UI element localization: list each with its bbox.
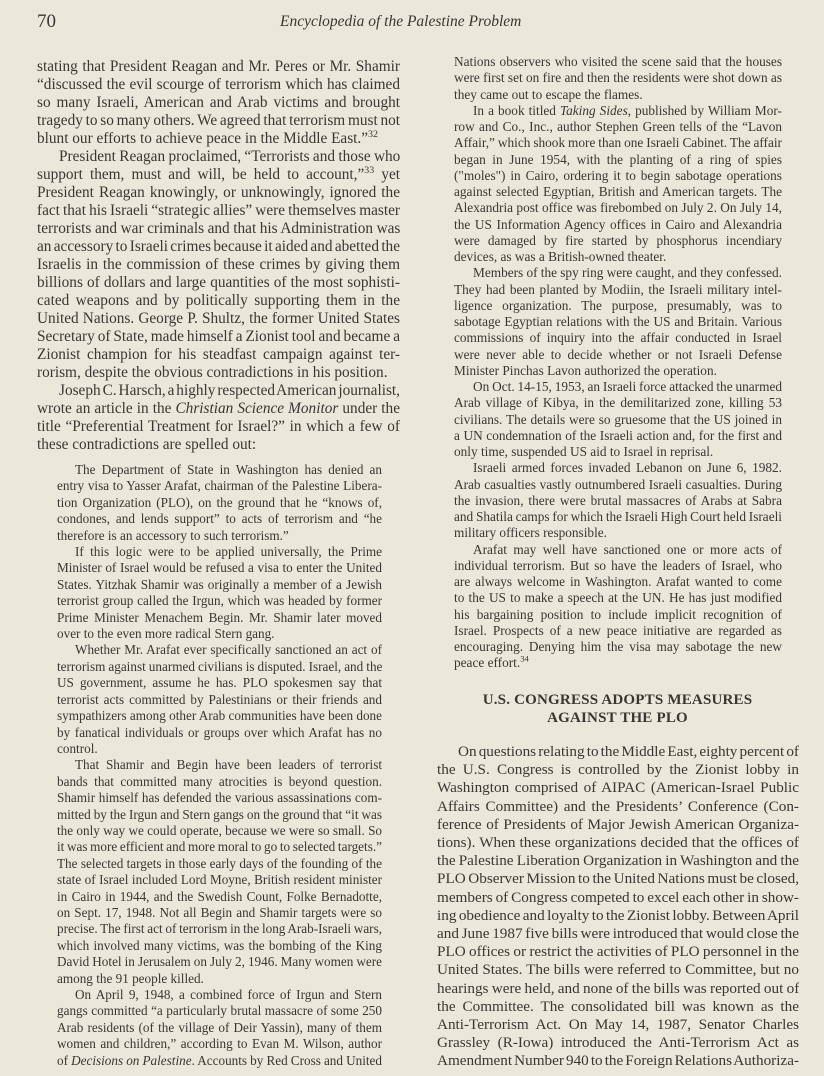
text-line: precise. The first act of terrorism in the long Arab-Israeli wars, bbox=[57, 921, 382, 937]
text-line: cated weapons and by politically supporting them in the bbox=[37, 292, 400, 309]
text-line: tion Organization (PLO), on the ground that he “knows of, bbox=[57, 494, 382, 510]
text-line: were first set on fire and then the residents were shot down as bbox=[454, 70, 782, 86]
text-line: peace effort.$^{34}$ bbox=[454, 655, 529, 671]
text-line: Prime Minister Menachem Begin. Mr. Shamir later moved bbox=[57, 609, 382, 625]
text-line: and June 1987 five bills were introduced that would close the bbox=[437, 925, 799, 943]
text-line: so many Israeli, American and Arab victims and brought bbox=[37, 94, 400, 111]
text-line: Israel. Prospects of a new peace initiative are regarded as bbox=[454, 622, 782, 638]
paragraph bbox=[57, 544, 382, 642]
text-line: therefore is an accessory to such terrorism.” bbox=[57, 527, 289, 543]
text-line: only time, suspended US aid to Israel in reprisal. bbox=[454, 444, 714, 459]
text-line: United Nations. George P. Shultz, the former United States bbox=[37, 310, 400, 327]
text-line: On questions relating to the Middle East, eighty percent of bbox=[458, 743, 799, 760]
paragraph bbox=[454, 379, 782, 460]
text-line: ference of Presidents of Major Jewish American Organiza- bbox=[437, 815, 799, 833]
text-line: Whether Mr. Arafat ever specifically sanctioned an act of bbox=[75, 642, 382, 658]
text-line: among the 91 people killed. bbox=[57, 970, 204, 986]
text-line: encouraging. Denying him the visa may sabotage the new bbox=[454, 639, 782, 654]
text-line: wrote an article in the Christian Science Monitor under the bbox=[37, 400, 400, 417]
paragraph bbox=[57, 462, 382, 544]
paragraph bbox=[37, 58, 400, 148]
paragraph bbox=[37, 148, 400, 382]
text-line: civilians. The details were so gruesome that the US joined in bbox=[454, 411, 782, 427]
paragraph bbox=[454, 460, 782, 541]
text-line: the Committee. The consolidated bill was known as the bbox=[437, 997, 799, 1015]
text-line: “discussed the evil scourge of terrorism which has claimed bbox=[37, 76, 400, 93]
text-line: terrorists and war criminals and that his Administration was bbox=[37, 220, 400, 237]
text-line: they came out to escape the flames. bbox=[454, 86, 643, 102]
text-line: entry visa to Yasser Arafat, chairman of the Palestine Libera- bbox=[57, 478, 382, 494]
text-line: the only way we could operate, because we were so small. So bbox=[57, 822, 382, 838]
text-line: billions of dollars and large quantities of the most sophisti- bbox=[37, 274, 400, 291]
text-line: Israelis in the commission of these crimes by giving them bbox=[37, 256, 400, 273]
text-line: to the US to make a speech at the UN. He has just modified bbox=[454, 590, 782, 606]
text-line: and Shatila camps for which the Israeli High Court held Israeli bbox=[454, 509, 782, 524]
text-line: Arab village of Kibya, in the demilitarized zone, killing 53 bbox=[454, 395, 782, 411]
text-line: fact that his Israeli “strategic allies” were themselves master bbox=[37, 202, 400, 219]
text-line: Shamir himself has defended the various assassinations com- bbox=[57, 790, 382, 806]
text-line: hearings were held, and none of the bills was reported out of bbox=[437, 979, 799, 997]
text-line: Alexandria post office was firebombed on July 2. On July 14, bbox=[454, 200, 782, 216]
section-heading-line-1: U.S. CONGRESS ADOPTS MEASURES bbox=[482, 692, 753, 708]
text-line: The selected targets in those early days of the founding of the bbox=[57, 855, 382, 871]
text-line: The Department of State in Washington has denied an bbox=[75, 462, 382, 477]
text-line: commissions of inquiry into the affair conducted in Israel bbox=[454, 330, 782, 346]
text-line: row and Co., Inc., author Stephen Green tells of the “Lavon bbox=[454, 119, 782, 134]
text-line: Joseph C. Harsch, a highly respected American journalist, bbox=[59, 382, 400, 399]
text-line: On April 9, 1948, a combined force of Irgun and Stern bbox=[75, 987, 382, 1002]
text-line: began in June 1954, with the planting of a ring of spies bbox=[454, 151, 782, 167]
text-line: PLO offices or restrict the activities of PLO personnel in the bbox=[437, 943, 799, 961]
right-column-continuation bbox=[454, 54, 782, 672]
paragraph bbox=[57, 987, 382, 1069]
text-line: his bargaining position to include implicit recognition of bbox=[454, 606, 782, 622]
text-line: of Decisions on Palestine. Accounts by Red Cross and United bbox=[57, 1052, 382, 1068]
text-line: the US Information Agency offices in Cairo and Alexandria bbox=[454, 216, 782, 232]
text-line: sympathizers among other Arab communities have been done bbox=[57, 708, 382, 724]
text-line: Minister Pinchas Lavon authorized the operation. bbox=[454, 362, 717, 378]
text-line: against selected Egyptian, British and American targets. The bbox=[454, 184, 782, 199]
block-quotation bbox=[57, 462, 382, 1069]
text-line: Members of the spy ring were caught, and they confessed. bbox=[473, 265, 782, 281]
text-line: which involved many victims, was the bombing of the King bbox=[57, 937, 382, 953]
text-line: state of Israel included Lord Moyne, British resident minister bbox=[57, 872, 382, 888]
text-line: over to the even more radical Stern gang. bbox=[57, 626, 275, 642]
text-line: sabotage Egyptian relations with the US and Britain. Various bbox=[454, 314, 782, 329]
text-line: bands that committed many atrocities is beyond question. bbox=[57, 773, 382, 789]
text-line: devices, as was a British-owned theater. bbox=[454, 249, 667, 264]
text-line: terrorist acts committed by Palestinians or their friends and bbox=[57, 691, 382, 707]
text-line: terrorist group called the Irgun, which was headed by former bbox=[57, 593, 382, 609]
text-line: were damaged by fire started by phosphorus incendiary bbox=[454, 232, 782, 248]
text-line: Secretary of State, made himself a Zionist tool and became a bbox=[37, 328, 400, 345]
text-line: in Cairo in 1944, and the Swedish Count, Folke Bernadotte, bbox=[57, 888, 382, 904]
paragraph bbox=[454, 542, 782, 672]
text-line: these contradictions are spelled out: bbox=[37, 436, 257, 453]
text-line: United States. The bills were referred to Committee, but no bbox=[437, 961, 799, 979]
text-line: Zionist champion for his steadfast campaign against ter- bbox=[37, 346, 400, 363]
text-line: On Oct. 14-15, 1953, an Israeli force attacked the unarmed bbox=[473, 379, 782, 394]
paragraph bbox=[454, 103, 782, 266]
text-line: mitted by the Irgun and Stern gangs on the ground that “it was bbox=[57, 806, 382, 822]
text-line: rorism, despite the obvious contradictions in his position. bbox=[37, 364, 388, 381]
text-line: tragedy to so many others. We agreed that terrorism must not bbox=[37, 112, 400, 129]
text-line: ("moles") in Cairo, ordering it to begin sabotage operations bbox=[454, 167, 782, 183]
left-column-body bbox=[37, 58, 400, 454]
text-line: by fanatical individuals or groups over which Arafat has no bbox=[57, 724, 382, 740]
text-line: blunt our efforts to achieve peace in the Middle East.”$^{32}$ bbox=[37, 130, 378, 147]
text-line: gangs committed “a particularly brutal massacre of some 250 bbox=[57, 1003, 382, 1019]
text-line: members of Congress competed to excel each other in show- bbox=[437, 888, 799, 906]
text-line: women and children,” according to Evan M. Wilson, author bbox=[57, 1036, 382, 1052]
text-line: They had been planted by Modiin, the Israeli military intel- bbox=[454, 281, 782, 297]
text-line: the U.S. Congress is controlled by the Zionist lobby in bbox=[437, 761, 799, 779]
running-title: Encyclopedia of the Palestine Problem bbox=[280, 13, 522, 30]
text-line: Israeli armed forces invaded Lebanon on June 6, 1982. bbox=[473, 460, 782, 476]
text-line: Affairs Committee) and the Presidents’ Conference (Con- bbox=[437, 797, 799, 815]
text-line: stating that President Reagan and Mr. Peres or Mr. Shamir bbox=[37, 58, 400, 75]
text-line: tions). When these organizations decided that the offices of bbox=[437, 834, 799, 852]
text-line: Arafat may well have sanctioned one or more acts of bbox=[473, 541, 782, 557]
text-line: Nations observers who visited the scene said that the houses bbox=[454, 54, 782, 69]
section-body bbox=[437, 743, 799, 1071]
text-line: an accessory to Israeli crimes because it aided and abetted the bbox=[37, 238, 400, 255]
text-line: Arab residents (of the village of Deir Yassin), many of them bbox=[57, 1019, 382, 1035]
text-line: ing obedience and loyalty to the Zionist lobby. Between April bbox=[437, 906, 799, 924]
paragraph bbox=[454, 265, 782, 379]
text-line: If this logic were to be applied universally, the Prime bbox=[75, 544, 382, 560]
text-line: ligence organization. The purpose, presumably, was to bbox=[454, 297, 782, 313]
text-line: States. Yitzhak Shamir was originally a member of a Jewish bbox=[57, 576, 382, 592]
section-heading-line-2: AGAINST THE PLO bbox=[547, 710, 688, 726]
text-line: a UN condemnation of the Israeli action and, for the first and bbox=[454, 427, 782, 443]
text-line: were never able to decide whether or not Israeli Defense bbox=[454, 346, 782, 362]
text-line: David Hotel in Jerusalem on July 2, 1946. Many women were bbox=[57, 954, 382, 970]
text-line: Amendment Number 940 to the Foreign Relations Authoriza- bbox=[437, 1052, 799, 1070]
paragraph bbox=[57, 642, 382, 757]
text-line: military officers responsible. bbox=[454, 525, 607, 541]
paragraph bbox=[454, 54, 782, 103]
text-line: PLO Observer Mission to the United Nations must be closed, bbox=[437, 870, 799, 888]
text-line: condones, and lends support” to acts of terrorism and “he bbox=[57, 511, 382, 527]
text-line: Affair,” which shook more than one Israeli Cabinet. The affair bbox=[454, 135, 782, 151]
text-line: the invasion, there were brutal massacres of Arabs at Sabra bbox=[454, 492, 782, 508]
text-line: individual terrorism. But so have the leaders of Israel, who bbox=[454, 557, 782, 573]
text-line: control. bbox=[57, 740, 98, 756]
text-line: the Palestine Liberation Organization in Washington and the bbox=[437, 852, 799, 870]
text-line: support them, must and will, be held to account,”$^{33}$ yet bbox=[37, 166, 400, 183]
page-number: 70 bbox=[37, 11, 56, 32]
paragraph bbox=[37, 382, 400, 454]
text-line: on Sept. 17, 1948. Not all Begin and Shamir targets were so bbox=[57, 904, 382, 920]
text-line: President Reagan knowingly, or unknowingly, ignored the bbox=[37, 184, 400, 201]
paragraph bbox=[57, 757, 382, 987]
text-line: That Shamir and Begin have been leaders of terrorist bbox=[75, 757, 382, 773]
text-line: Washington comprised of AIPAC (American-Israel Public bbox=[437, 779, 799, 797]
text-line: Anti-Terrorism Act. On May 14, 1987, Senator Charles bbox=[437, 1016, 799, 1034]
text-line: it was more efficient and more moral to go to selected targets.” bbox=[57, 839, 382, 855]
text-line: terrorism against unarmed civilians is disputed. Israel, and the bbox=[57, 658, 382, 674]
paragraph bbox=[437, 743, 799, 1071]
text-line: are always welcome in Washington. Arafat wanted to come bbox=[454, 574, 782, 589]
text-line: Grassley (R-Iowa) introduced the Anti-Terrorism Act as bbox=[437, 1034, 799, 1052]
text-line: In a book titled Taking Sides, published by William Mor- bbox=[473, 102, 782, 118]
text-line: Arab casualties vastly outnumbered Israeli casualties. During bbox=[454, 476, 782, 492]
text-line: Minister of Israel would be refused a visa to enter the United bbox=[57, 560, 382, 576]
text-line: title “Preferential Treatment for Israel?” in which a few of bbox=[37, 418, 400, 435]
text-line: US government, assume he has. PLO spokesmen say that bbox=[57, 675, 382, 691]
text-line: President Reagan proclaimed, “Terrorists and those who bbox=[59, 148, 400, 165]
